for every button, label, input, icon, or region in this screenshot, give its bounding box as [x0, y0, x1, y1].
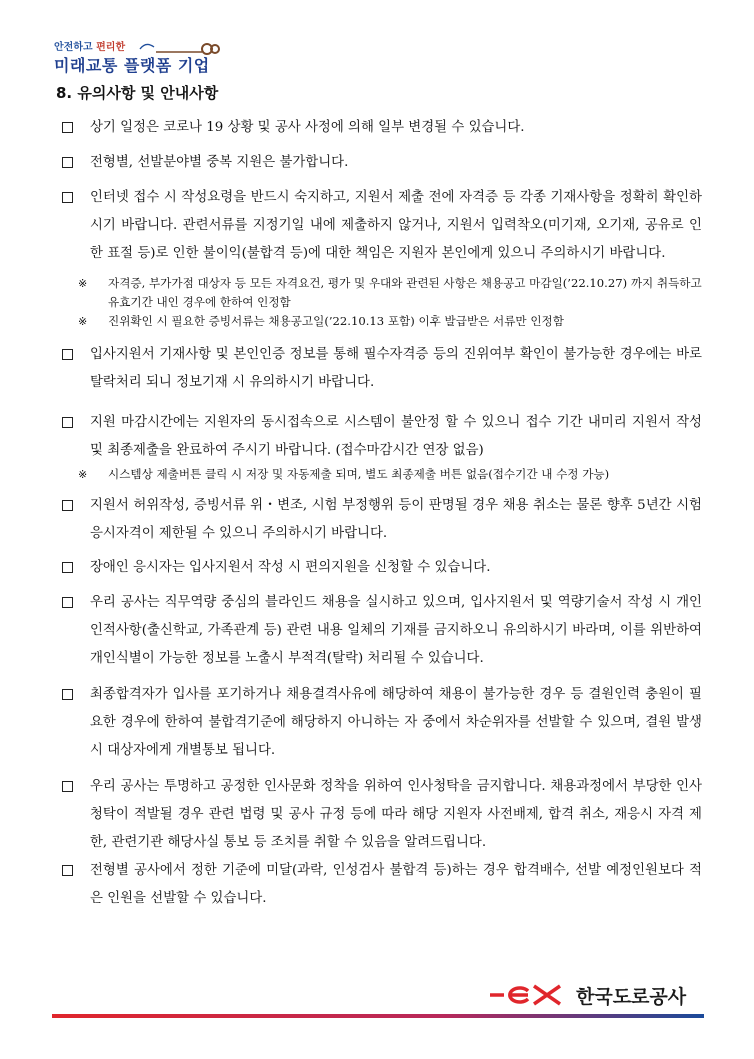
item-text: 지원 마감시간에는 지원자의 동시접속으로 시스템이 불안정 할 수 있으니 접수 기간 내미리 지원서 작성 및 최종제출을 완료하여 주시기 바랍니다. (접수마감시간 연장 없음) [90, 415, 702, 458]
footer-divider [52, 1014, 704, 1018]
list-item [62, 773, 702, 857]
note-text: 시스템상 제출버튼 클릭 시 저장 및 자동제출 되며, 별도 최종제출 버튼 없음(접수기간 내 수정 가능) [108, 467, 610, 481]
note-item [78, 312, 702, 331]
list-item [62, 589, 702, 673]
note-text: 진위확인 시 필요한 증빙서류는 채용공고일(’22.10.13 포함) 이후 발급받은 서류만 인정함 [108, 314, 564, 328]
list-item [62, 857, 702, 913]
checkbox-square-icon [62, 417, 73, 428]
header-logo [54, 38, 224, 78]
note-text: 자격증, 부가가점 대상자 등 모든 자격요건, 평가 및 우대와 관련된 사항은 채용공고 마감일(’22.10.27) 까지 취득하고 유효기간 내인 경우에 한하여 인정함 [108, 276, 702, 309]
checkbox-square-icon [62, 500, 73, 511]
checkbox-square-icon [62, 689, 73, 700]
list-item [62, 184, 702, 268]
checkbox-square-icon [62, 349, 73, 360]
tagline-part-a: 안전하고 [54, 42, 93, 53]
reference-mark-icon: ※ [78, 315, 88, 328]
tagline-part-b: 편리한 [96, 42, 126, 53]
checkbox-square-icon [62, 192, 73, 203]
reference-mark-icon: ※ [78, 277, 88, 290]
item-text: 상기 일정은 코로나 19 상황 및 공사 사정에 의해 일부 변경될 수 있습니다. [90, 120, 525, 135]
reference-mark-icon: ※ [78, 468, 88, 481]
item-text: 우리 공사는 투명하고 공정한 인사문화 정착을 위하여 인사청탁을 금지합니다. 채용과정에서 부당한 인사청탁이 적발될 경우 관련 법령 및 공사 규정 등에 따라 해당 지원자 사전배제, 합격 취소, 재응시 자격 제한, 관련기관 해당사실 통보 등 조치를 취할 수 있음을 알려드립니다. [90, 779, 702, 850]
item-text: 인터넷 접수 시 작성요령을 반드시 숙지하고, 지원서 제출 전에 자격증 등 각종 기재사항을 정확히 확인하시기 바랍니다. 관련서류를 지정기일 내에 제출하지 않거나, 지원서 입력착오(미기재, 오기재, 공유로 인한 표절 등)로 인한 불이익(불합격 등)에 대한 책임은 지원자 본인에게 있으니 주의하시기 바랍니다. [90, 190, 702, 261]
checkbox-square-icon [62, 781, 73, 792]
footer-logo [488, 982, 708, 1012]
ex-logo-icon [488, 982, 570, 1008]
footer-org-name: 한국도로공사 [576, 986, 687, 1008]
checkbox-square-icon [62, 157, 73, 168]
item-text: 장애인 응시자는 입사지원서 작성 시 편의지원을 신청할 수 있습니다. [90, 560, 491, 575]
note-item [78, 274, 702, 312]
checkbox-square-icon [62, 562, 73, 573]
item-text: 전형별, 선발분야별 중복 지원은 불가합니다. [90, 155, 349, 170]
section-title: 8. 유의사항 및 안내사항 [56, 84, 219, 102]
item-text: 입사지원서 기재사항 및 본인인증 정보를 통해 필수자격증 등의 진위여부 확인이 불가능한 경우에는 바로 탈락처리 되니 정보기재 시 유의하시기 바랍니다. [90, 347, 702, 390]
checkbox-square-icon [62, 597, 73, 608]
list-item [62, 554, 702, 582]
list-item [62, 341, 702, 397]
checkbox-square-icon [62, 122, 73, 133]
list-item [62, 114, 702, 142]
list-item [62, 681, 702, 765]
list-item [62, 492, 702, 548]
item-text: 최종합격자가 입사를 포기하거나 채용결격사유에 해당하여 채용이 불가능한 경우 등 결원인력 충원이 필요한 경우에 한하여 불합격기준에 해당하지 아니하는 자 중에서 차순위자를 선발할 수 있으며, 결원 발생 시 대상자에게 개별통보 됩니다. [90, 687, 702, 758]
brand-name: 미래교통 플랫폼 기업 [54, 56, 210, 75]
checkbox-square-icon [62, 865, 73, 876]
item-text: 지원서 허위작성, 증빙서류 위・변조, 시험 부정행위 등이 판명될 경우 채용 취소는 물론 향후 5년간 시험 응시자격이 제한될 수 있으니 주의하시기 바랍니다. [90, 498, 702, 541]
item-text: 전형별 공사에서 정한 기준에 미달(과락, 인성검사 불합격 등)하는 경우 합격배수, 선발 예정인원보다 적은 인원을 선발할 수 있습니다. [90, 863, 702, 906]
note-item [78, 465, 702, 484]
list-item [62, 409, 702, 465]
list-item [62, 149, 702, 177]
item-text: 우리 공사는 직무역량 중심의 블라인드 채용을 실시하고 있으며, 입사지원서 및 역량기술서 작성 시 개인 인적사항(출신학교, 가족관계 등) 관련 내용 일체의 기재를 금지하오니 유의하시기 바라며, 이를 위반하여 개인식별이 가능한 정보를 노출시 부적격(탈락) 처리될 수 있습니다. [90, 595, 702, 666]
notice-list [62, 114, 702, 913]
header-tagline [54, 38, 125, 53]
